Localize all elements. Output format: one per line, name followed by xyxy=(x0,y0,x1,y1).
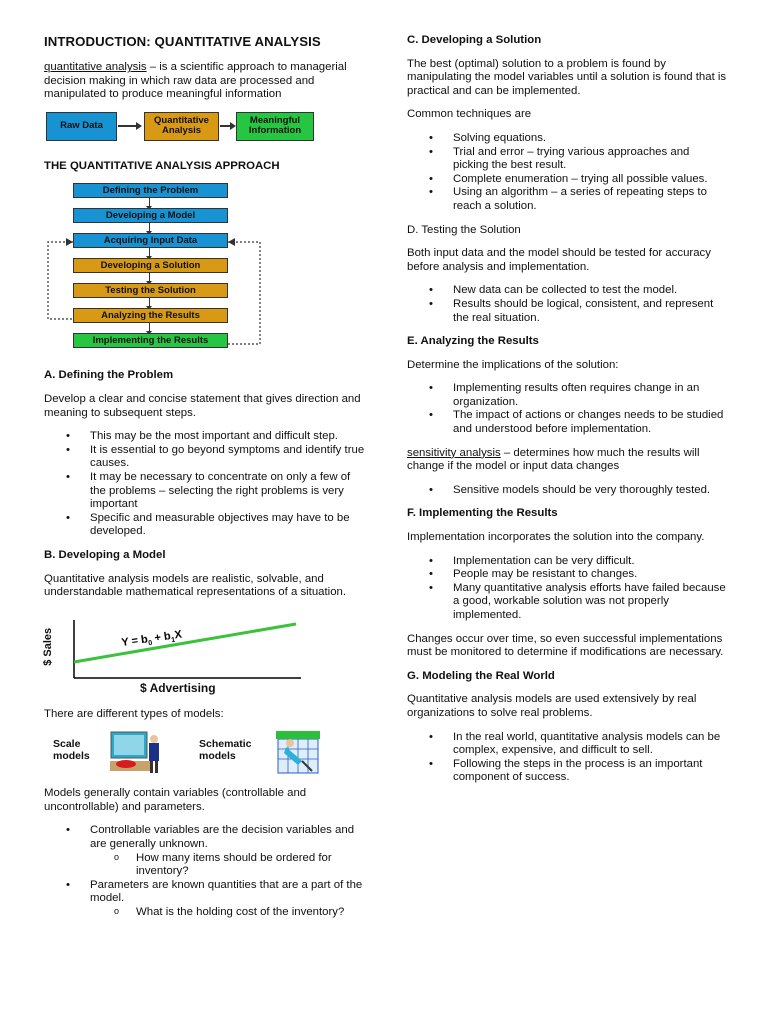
step-developing-solution: Developing a Solution xyxy=(73,258,228,273)
left-column xyxy=(44,34,366,930)
list-item: • It may be necessary to concentrate on only a few of the problems – selecting the right problems is very important xyxy=(44,471,366,512)
regression-line xyxy=(74,624,296,662)
section-f-intro: Implementation incorporates the solution into the company. xyxy=(407,531,705,544)
step-arrow xyxy=(149,248,150,258)
list-item: • Trial and error – trying various approaches and picking the best result. xyxy=(407,146,727,173)
list-item xyxy=(44,824,366,878)
list-item: • Specific and measurable objectives may have to be developed. xyxy=(44,512,366,539)
definition-term: quantitative analysis xyxy=(44,61,147,73)
scale-models-label xyxy=(53,738,90,762)
section-d-bullets xyxy=(407,284,727,325)
types-intro: There are different types of models: xyxy=(44,707,224,720)
step-arrow xyxy=(149,298,150,308)
step-arrow xyxy=(149,198,150,208)
list-item: • Results should be logical, consistent, and represent the real situation. xyxy=(407,298,727,325)
sub-list-item: o What is the holding cost of the inventory? xyxy=(90,906,366,920)
schematic-model-illustration xyxy=(276,731,320,775)
section-a-heading: A. Defining the Problem xyxy=(44,369,174,382)
raw-data-label: Raw Data xyxy=(60,120,103,132)
meaningful-information-box xyxy=(236,112,314,141)
step-acquiring-input-data: Acquiring Input Data xyxy=(73,233,228,248)
step-arrow xyxy=(149,223,150,233)
sales-advertising-diagram xyxy=(44,616,366,698)
sub-list xyxy=(90,906,366,920)
step-defining-problem: Defining the Problem xyxy=(73,183,228,198)
section-d-intro: Both input data and the model should be tested for accuracy before analysis and implementation. xyxy=(407,247,711,273)
schematic-label-line1: Schematic xyxy=(199,738,252,751)
step-testing-solution: Testing the Solution xyxy=(73,283,228,298)
list-item: • In the real world, quantitative analysis models can be complex, expensive, and difficult to sell. xyxy=(407,731,727,758)
step-analyzing-results: Analyzing the Results xyxy=(73,308,228,323)
definition-text: – is a scientific approach to managerial decision making in which raw data are processed and manipulated to produce meaningful information xyxy=(44,61,347,101)
flow-arrow xyxy=(118,125,137,127)
list-item: • It is essential to go beyond symptoms and identify true causes. xyxy=(44,444,366,471)
list-item: • Many quantitative analysis efforts have failed because a good, workable solution was not properly implemented. xyxy=(407,582,727,623)
sub-list-item: o How many items should be ordered for inventory? xyxy=(90,852,366,879)
schematic-models-label xyxy=(199,738,252,762)
sub-list xyxy=(90,852,366,879)
flow-arrow xyxy=(220,125,231,127)
scale-label-line1: Scale xyxy=(53,738,81,751)
step-developing-model: Developing a Model xyxy=(73,208,228,223)
step-arrow xyxy=(149,273,150,283)
list-item: • Following the steps in the process is an important component of success. xyxy=(407,758,727,785)
section-f-closing: Changes occur over time, so even successful implementations must be monitored to determine if modifications are necessary. xyxy=(407,632,724,659)
equation-label: $Y = b_0 + b_1X$ xyxy=(120,628,183,649)
section-e-heading: E. Analyzing the Results xyxy=(407,335,539,348)
section-c-heading: C. Developing a Solution xyxy=(407,34,542,46)
section-g-bullets xyxy=(407,731,727,785)
step-implementing-results: Implementing the Results xyxy=(73,333,228,348)
scale-label-line2: models xyxy=(53,750,90,763)
section-a-intro: Develop a clear and concise statement that gives direction and meaning to subsequent steps. xyxy=(44,392,361,419)
right-column xyxy=(407,34,727,795)
list-item-text: Controllable variables are the decision variables and are generally unknown. xyxy=(90,824,355,851)
section-g-intro: Quantitative analysis models are used extensively by real organizations to solve real problems. xyxy=(407,693,697,719)
section-a-bullets xyxy=(44,430,366,539)
qa-label-line1: Quantitative xyxy=(154,114,209,126)
scale-model-illustration xyxy=(108,731,163,775)
mi-label-line2: Information xyxy=(248,125,302,137)
list-item: • Sensitive models should be very thoroughly tested. xyxy=(407,484,727,498)
list-item: • Using an algorithm – a series of repeating steps to reach a solution. xyxy=(407,186,727,213)
sensitivity-term: sensitivity analysis xyxy=(407,446,501,459)
approach-diagram xyxy=(44,183,366,359)
section-e-bullets xyxy=(407,382,727,436)
list-item: • The impact of actions or changes needs to be studied and understood before implementation. xyxy=(407,409,727,436)
variables-bullets xyxy=(44,824,366,919)
definition-paragraph xyxy=(44,61,366,102)
list-item: • Implementation can be very difficult. xyxy=(407,555,727,569)
data-flow-diagram xyxy=(44,112,366,148)
section-d-heading: D. Testing the Solution xyxy=(407,223,521,236)
section-g-heading: G. Modeling the Real World xyxy=(407,669,555,682)
list-item: • Solving equations. xyxy=(407,132,727,146)
list-item: • Implementing results often requires change in an organization. xyxy=(407,382,727,409)
sensitivity-bullets xyxy=(407,484,727,498)
variables-intro: Models generally contain variables (controllable and uncontrollable) and parameters. xyxy=(44,787,307,813)
list-item: • New data can be collected to test the model. xyxy=(407,284,727,298)
section-b-heading: B. Developing a Model xyxy=(44,548,166,561)
approach-heading: THE QUANTITATIVE ANALYSIS APPROACH xyxy=(44,159,280,172)
quantitative-analysis-box xyxy=(144,112,219,141)
schematic-label-line2: models xyxy=(199,750,236,763)
section-e-intro: Determine the implications of the solution: xyxy=(407,358,619,371)
raw-data-box xyxy=(46,112,117,141)
list-item: • Complete enumeration – trying all possible values. xyxy=(407,173,727,187)
x-axis-label: $ Advertising xyxy=(140,680,216,695)
section-c-techniques-intro: Common techniques are xyxy=(407,108,532,121)
y-axis-label: $ Sales xyxy=(42,627,55,666)
list-item: • People may be resistant to changes. xyxy=(407,568,727,582)
list-item-text: Parameters are known quantities that are a part of the model. xyxy=(90,878,363,905)
section-b-intro: Quantitative analysis models are realistic, solvable, and understandable mathematical representations of a situation. xyxy=(44,572,347,599)
section-f-bullets xyxy=(407,555,727,623)
sensitivity-text: – determines how much the results will change if the model or input data changes xyxy=(407,446,700,473)
list-item: • This may be the most important and difficult step. xyxy=(44,430,366,444)
section-c-bullets xyxy=(407,132,727,214)
model-types xyxy=(44,731,366,775)
list-item xyxy=(44,879,366,920)
page-title: INTRODUCTION: QUANTITATIVE ANALYSIS xyxy=(44,34,321,49)
sensitivity-paragraph xyxy=(407,447,727,474)
qa-label-line2: Analysis xyxy=(161,125,202,137)
step-arrow xyxy=(149,323,150,333)
section-f-heading: F. Implementing the Results xyxy=(407,507,558,520)
section-c-intro: The best (optimal) solution to a problem is found by manipulating the model variables until a solution is found that is practical and can be implemented. xyxy=(407,57,727,97)
mi-label-line1: Meaningful xyxy=(249,114,301,126)
